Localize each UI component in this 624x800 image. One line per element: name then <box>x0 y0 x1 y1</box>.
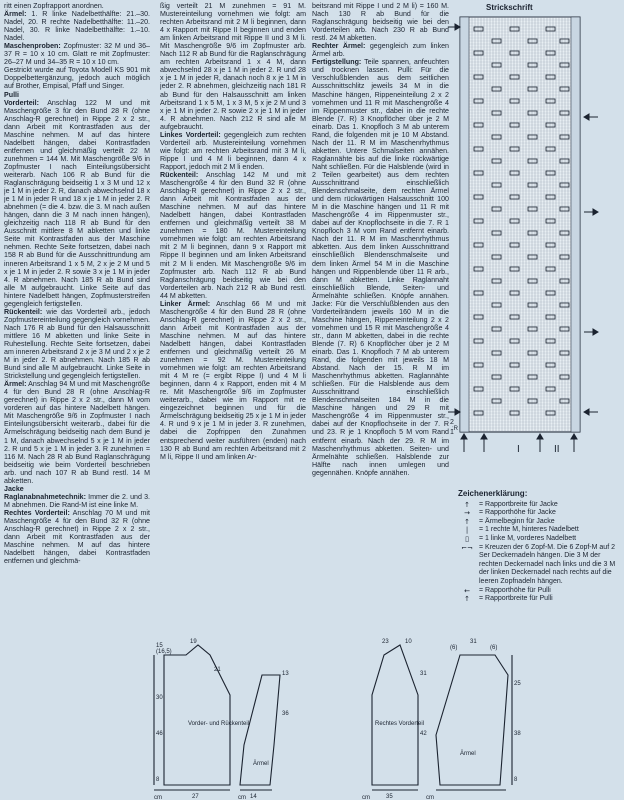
legend-item <box>458 501 620 510</box>
paragraph-text: Anschlag 122 M und mit Maschengröße 3 für den Bund 28 R (ohne Anschlag-R gerechnet) in Rippe 2 x 2 str., dann Arbeit mit Kontrastfaden aus der Maschine nehmen. M auf das hintere Nadelbett hängen, dabei Kontrastfaden entfernen und gleichmäßig verteilt 22 M zunehmen = 144 M. Mit Maschengröße 9/6 in Zopfmuster I nach Einteilungsübersicht weiterarb. Nach 106 R ab Bund für die Raglanschrägung beidseitig 1 x 3 M und 12 x je 1 M in jeder 2. R, danach abwechselnd 18 x je 1 M in jeder R und 18 x je 1 M in jeder 2. R abnehmen (= die 4. bzw. die 3. M nach außen hängen, dann die 3 M nach innen hängen), gleichzeitig nach 118 R ab Bund für den Ausschnitt mittlere 8 M abketten und linke Seite mit Kontrastfaden aus der Maschine nehmen. Rechte Seite fortsetzen, dabei nach 158 R ab Bund für die Ausschnittrundung am inneren Arbeitsrand 1 x 5 M, 2 x je 2 M und 5 x je 1 M in jeder 2. R sowie 3 x je 1 M in jeder 4. R abnehmen. Nach 185 R ab Bund sind alle M aufgebraucht. Linke Seite auf das hintere Nadelbett hängen, Zopfmusterstreifen gegengleich fertigstellen. <box>4 98 150 308</box>
instruction-column-3 <box>312 2 449 702</box>
paragraph-heading: Linker Ärmel: <box>160 299 211 308</box>
legend-symbol-icon: → <box>464 509 470 518</box>
sch-m17: 31 <box>470 639 477 645</box>
chart-legend <box>458 490 620 604</box>
sch-armel2-label: Ärmel <box>460 751 476 757</box>
arrow-left-bottom <box>448 409 460 415</box>
paragraph-heading: Maschenproben: <box>4 42 61 51</box>
legend-text: = 1 rechte M, hinteres Nadelbett <box>479 526 579 534</box>
chart-label-2: 2 <box>450 419 454 426</box>
schematic-right-front <box>372 645 418 785</box>
sch-m15: 42 <box>420 731 427 737</box>
paragraph-heading: Jacke <box>4 484 24 493</box>
legend-text: = Kreuzen der 6 Zopf-M. Die 6 Zopf-M auf 2 Ser Deckernadeln hängen. Die 3 M der rechten Deckernadel nach links und die 3 M der linken Deckernadel nach rechts auf die leeren Zopfnadeln hängen. <box>479 543 616 585</box>
paragraph <box>4 485 150 493</box>
sch-m18: 25 <box>514 681 521 687</box>
paragraph <box>4 380 150 485</box>
sch-m16: 35 <box>386 794 393 800</box>
paragraph <box>160 2 306 131</box>
paragraph <box>4 2 150 10</box>
paragraph <box>312 2 449 42</box>
legend-symbol-icon: ↑ <box>464 595 470 604</box>
paragraph <box>312 58 449 476</box>
chart-left-band <box>460 17 469 432</box>
sch-m7: 27 <box>192 794 199 800</box>
sch-cm-4: cm <box>426 795 434 800</box>
legend-item <box>458 509 620 518</box>
legend-symbol-icon: ⌐¬ <box>461 543 473 552</box>
paragraph-text: Immer die 2. und 3. M abnehmen. Die Rand-M ist eine linke M. <box>4 492 150 509</box>
sch-m9: 14 <box>250 794 257 800</box>
chart-right-band <box>571 17 580 432</box>
schematic-sleeve-2 <box>436 655 508 785</box>
paragraph <box>160 131 306 171</box>
paragraph-text: Anschlag 142 M und mit Maschengröße 4 für den Bund 32 R (ohne Anschlag-R gerechnet) in Rippe 2 x 2 str., dann Arbeit mit Kontrastfaden aus der Maschine nehmen. M auf das hintere Nadelbett hängen, dabei Kontrastfaden entfernen und gleichmäßig verteilt 38 M zunehmen = 180 M. Mustereinteilung vornehmen wie folgt: am rechten Arbeitsrand mit 2 M li beginnen, dann 9 x Rapport mit Rippe II beginnen und am linken Arbeitsrand mit 2 M li enden. Mit Maschengröße 9/6 im Zopfmuster arb. Nach 112 R ab Bund Raglanschrägung beidseitig wie bei den Vorderteilen arb. Nach 212 R ab Bund restl. 44 M abketten. <box>160 170 306 300</box>
paragraph-text: Anschlag 70 M und mit Maschengröße 4 für den Bund 32 R (ohne Anschlag-R gerechnet) in Rippe 2 x 2 str., dann Arbeit mit Kontrastfaden aus der Maschine nehmen. M auf das hintere Nadelbett hängen, dabei Kontrastfaden entfernen und gleichmä- <box>4 508 150 566</box>
legend-item <box>458 595 620 604</box>
chart-label-II: II <box>554 444 560 455</box>
arrow-right-mid <box>584 209 598 215</box>
instruction-column-2 <box>160 2 306 637</box>
sch-m20: 8 <box>514 777 518 783</box>
chart-title: Strickschrift <box>486 3 533 12</box>
paragraph-heading: Raglanabnahmetechnik: <box>4 492 86 501</box>
pattern-schematics <box>150 635 624 800</box>
schematic-front-back <box>164 645 230 785</box>
legend-symbol-icon: | <box>465 526 469 535</box>
paragraph <box>160 171 306 300</box>
paragraph-text: wie das Vorderteil arb., jedoch Zopfmustereinteilung gegengleich vornehmen. Nach 176 R ab Bund für den Halsausschnitt mittlere 16 M abketten und linke Seite in Ruhestellung. Rechte Seite fortsetzen, dabei am inneren Arbeitsrand 2 x je 3 M und 2 x je 2 M in jeder 2. R abnehmen. Nach 185 R ab Bund sind alle M aufgebraucht. Linke Seite in Strickstellung und gegengleich fertigstellen. <box>4 307 150 381</box>
knitting-chart <box>448 12 624 477</box>
paragraph-heading: Rechter Ärmel: <box>312 42 366 51</box>
sch-m19: 38 <box>514 731 521 737</box>
legend-symbol-icon: ← <box>464 586 470 595</box>
legend-item <box>458 526 620 535</box>
sch-m12: 23 <box>382 639 389 645</box>
sch-m13: 31 <box>420 671 427 677</box>
sch-m21: (6) <box>450 645 458 651</box>
paragraph <box>4 99 150 308</box>
legend-item <box>458 544 620 587</box>
sch-m3: 19 <box>190 639 197 645</box>
legend-symbol-icon: ▯ <box>465 534 469 543</box>
arrow-right-lower <box>584 329 598 335</box>
legend-text: = Rapportbreite für Pulli <box>479 595 553 603</box>
paragraph-text: gegengleich zum rechten Vorderteil arb. Mustereinteilung vornehmen wie folgt: am rechten Arbeitsrand mit 3 M li, Rippe I und 4 M li beginnen, dann 4 x Rapport, jedoch mit 2 M li enden. <box>160 130 306 171</box>
schematic-sleeve <box>240 675 280 785</box>
paragraph-heading: Fertigstellung: <box>312 58 362 67</box>
paragraph-text: ritt einen Zopfrapport anordnen. <box>4 2 104 10</box>
paragraph <box>4 91 150 99</box>
paragraph-heading: Ärmel: <box>4 10 27 19</box>
legend-text: = 1 linke M, vorderes Nadelbett <box>479 534 577 542</box>
sch-m4: 21 <box>214 667 221 673</box>
paragraph-heading: Pulli <box>4 90 19 99</box>
paragraph-text: Zopfmuster: 32 M und 36–37 R = 10 x 10 cm. Glatt re mit Zopfmuster: 26–27 M und 34–35 R = 10 x 10 cm. <box>4 42 150 67</box>
paragraph-text: beitsrand mit Rippe I und 2 M li) = 160 M. Nach 130 R ab Bund für die Raglanschrägung beidseitig wie bei den Vorderteilen arb. Nach 230 R ab Bund restl. 24 M abketten. <box>312 2 449 43</box>
chart-label-I: I <box>517 444 520 455</box>
sch-m14: 10 <box>405 639 412 645</box>
chart-label-R: :R <box>452 426 458 432</box>
paragraph-text: Gestrickt wurde auf Toyota Modell KS 901 mit Doppelbettergänzung, jedoch auch möglich auf Brother, Empisal, Pfaff und Singer. <box>4 66 150 91</box>
sch-vorder-label: Vorder- und Rückenteil <box>188 721 250 727</box>
legend-title: Zeichenerklärung: <box>458 489 528 498</box>
sch-m2: (16,5) <box>156 649 172 655</box>
legend-text: = Rapporthöhe für Jacke <box>479 509 556 517</box>
legend-text: = Ärmelbeginn für Jacke <box>479 517 555 525</box>
chart-label-1: 1 <box>450 429 454 436</box>
sch-cm-2: cm <box>238 795 246 800</box>
paragraph-text: 1. R linke Nadelbetthälfte: 21.–30. Nadel, 20. R rechte Nadelbetthälfte: 11.–20. Nadel, 30. R linke Nadelbetthälfte: 1.–10. Nadel. <box>4 10 150 43</box>
paragraph <box>4 509 150 565</box>
paragraph <box>4 493 150 509</box>
paragraph-heading: Rückenteil: <box>4 307 43 316</box>
paragraph-heading: Rückenteil: <box>160 170 199 179</box>
sch-m6: 46 <box>156 731 163 737</box>
sch-cm-1: cm <box>154 795 162 800</box>
legend-item <box>458 587 620 596</box>
paragraph <box>312 42 449 58</box>
arrow-right-top <box>584 114 598 120</box>
instruction-column-1 <box>4 2 150 798</box>
legend-symbol-icon: ↑ <box>464 500 470 509</box>
paragraph <box>160 300 306 461</box>
paragraph-heading: Ärmel: <box>4 380 27 389</box>
sch-cm-3: cm <box>362 795 370 800</box>
paragraph-text: gegengleich zum linken Ärmel arb. <box>312 42 449 59</box>
sch-m11: 13 <box>282 671 289 677</box>
paragraph-text: ßig verteilt 21 M zunehmen = 91 M. Mustereinteilung vornehmen wie folgt: am rechten Arbeitsrand mit 2 M li beginnen, dann 4 x Rapport mit Rippe II beginnen und enden am linken Arbeitsrand mit Rippe II und 3 M li. Mit Maschengröße 9/6 im Zopfmuster arb. Nach 112 R ab Bund für die Raglanschrägung am rechten Arbeitsrand 1 x 4 M, dann abwechselnd 28 x je 1 M in jeder 2. R und 28 x je 1 M in jeder R, danach noch 8 x je 1 M in jeder 2. R abnehmen, gleichzeitig nach 181 R ab Bund für den Halsausschnitt am linken Arbeitsrand 1 x 5 M, 1 x 3 M, 5 x je 2 M und 3 x je 1 M in jeder 2. R sowie 2 x je 1 M in jeder 4. R abnehmen. Nach 212 R sind alle M aufgebraucht. <box>160 2 306 131</box>
arrow-right-bottom <box>584 409 598 415</box>
sch-m10: 36 <box>282 711 289 717</box>
paragraph-heading: Vorderteil: <box>4 98 39 107</box>
paragraph <box>4 10 150 42</box>
paragraph-text: Anschlag 66 M und mit Maschengröße 4 für den Bund 28 R (ohne Anschlag-R gerechnet) in Rippe 2 x 2 str., dann Arbeit mit Kontrastfaden aus der Maschine nehmen. M auf das hintere Nadelbett hängen, dabei Kontrastfaden entfernen und gleichmäßig verteilt 26 M zunehmen = 92 M. Mustereinteilung vornehmen wie folgt: am rechten Arbeitsrand mit 4 M re (= ergibt Rippe I) und 4 M li beginnen, dann 4 x Rapport, enden mit 4 M re. Mit Maschengröße 9/6 im Zopfmuster weiterarb., dabei wie im Rapport mit re eingezeichnet beginnen und für die Ärmelschrägung beidseitig 25 x je 1 M in jeder 4. R und 9 x je 1 M in jeder 3. R zunehmen, dabei die Zopfrippen den Zunahmen entsprechend weiter ausführen (enden) nach 130 R ab Bund am rechten Arbeitsrand mit 2 M li, Rippe II und am linken Ar- <box>160 299 306 461</box>
paragraph-heading: Linkes Vorderteil: <box>160 130 221 139</box>
sch-m5: 30 <box>156 695 163 701</box>
arrow-left-top <box>448 24 460 30</box>
paragraph-text: Teile spannen, anfeuchten und trocknen lassen. Pulli: Für die Verschlußblenden aus dem seitlichen Ausschnittschlitz jeweils 34 M in die Maschine hängen, Rippeneinteilung 2 x 2 vornehmen und 11 R mit Maschengröße 4 im Rippenmuster str., dabei in die rechte Blende (7. R) 3 Knopflöcher über je 2 M einarb. Das 1. Knopfloch 3 M ab unterem Rand, die folgenden mit je 10 M Abstand. Nach der 11. R M im Maschenrhythmus abketten. Untere Schmalseiten annähen. Raglannähte bis auf die linke rückwärtige Naht schließen. Für die Halsblende (wird in 2 Teilen gearbeitet) aus dem rechten Ausschnittrand einschließlich Blendenschmalseite, dem rechten Ärmel und dem rückwärtigen Halsausschnitt 100 M in die Maschine hängen und 11 R mit Maschengröße 4 im Rippenmuster str., dabei auf der Knopflochseite in die 7. R 1 Knopfloch 3 M vom Rand entfernt einarb. Nach der 11. R M im Maschenrhythmus abketten. Aus dem linken Ausschnittrand einschließlich Blendenschmalseite und dem linken Ärmel 54 M in die Maschine hängen und Rippenblende über 11 R arb., dann M abketten. Linke Raglannaht einschließlich Blende, Seiten- und Ärmelnähte schließen. Knöpfe annähen. Jacke: Für die Verschlußblenden aus den Vorderteilrändern jeweils 160 M in die Maschine hängen, Rippeneinteilung 2 x 2 vornehmen und 15 R mit Maschengröße 4 str., dann M abketten, dabei in die rechte Blende (7. R) 6 Knopflöcher über je 2 M einarb. Das 1. Knopfloch 7 M ab unterem Rand, die folgenden mit jeweils 18 M Abstand. Nach der 15. R M im Maschenrhythmus abketten. Raglannähte schließen. Für die Halsblende aus dem Ausschnittrand einschließlich Blendenschmalseiten 184 M in die Maschine hängen und 29 R mit Maschengröße 4 im Rippenmuster str., dabei auf der Knopflochseite in der 7. R und 23. R je 1 Knopfloch 5 M vom Rand entfernt einarb. Nach der 29. R M im Maschenrhythmus abketten. Seiten- und Ärmelnähte schließen. Halsblende zur Hälfte nach innen umlegen und gegennähen. Knöpfe annähen. <box>312 58 449 477</box>
sch-m1: 15 <box>156 643 163 649</box>
sch-m8: 8 <box>156 777 160 783</box>
legend-symbol-icon: ↑ <box>464 517 470 526</box>
sch-armel-label: Ärmel <box>253 761 269 767</box>
paragraph-heading: Rechtes Vorderteil: <box>4 508 70 517</box>
paragraph <box>4 42 150 66</box>
paragraph <box>4 308 150 380</box>
paragraph <box>4 66 150 90</box>
legend-item <box>458 535 620 544</box>
legend-item <box>458 518 620 527</box>
sch-m22: (6) <box>490 645 498 651</box>
legend-text: = Rapporthöhe für Pulli <box>479 586 551 594</box>
sch-rechtes-label: Rechtes Vorderteil <box>375 721 425 727</box>
legend-text: = Rapportbreite für Jacke <box>479 500 558 508</box>
paragraph-text: Anschlag 94 M und mit Maschengröße 4 für den Bund 28 R (ohne Anschlag-R gerechnet) in Rippe 2 x 2 str., dann M vom vorderen auf das hintere Nadelbett hängen. Mit Maschengröße 9/6 in Zopfmuster I nach Einteilungsübersicht weiterarb., dabei für die Ärmelschrägung beidseitig nach dem Bund je 1 M, danach abwechselnd 5 x je 1 M in jeder 2. R und 5 x je 1 M in jeder 3. R zunehmen = 116 M. Nach 28 R ab Bund Raglanschrägung beidseitig wie beim Vorderteil beschrieben arb. und nach 107 R ab Bund restl. 14 M abketten. <box>4 380 150 485</box>
